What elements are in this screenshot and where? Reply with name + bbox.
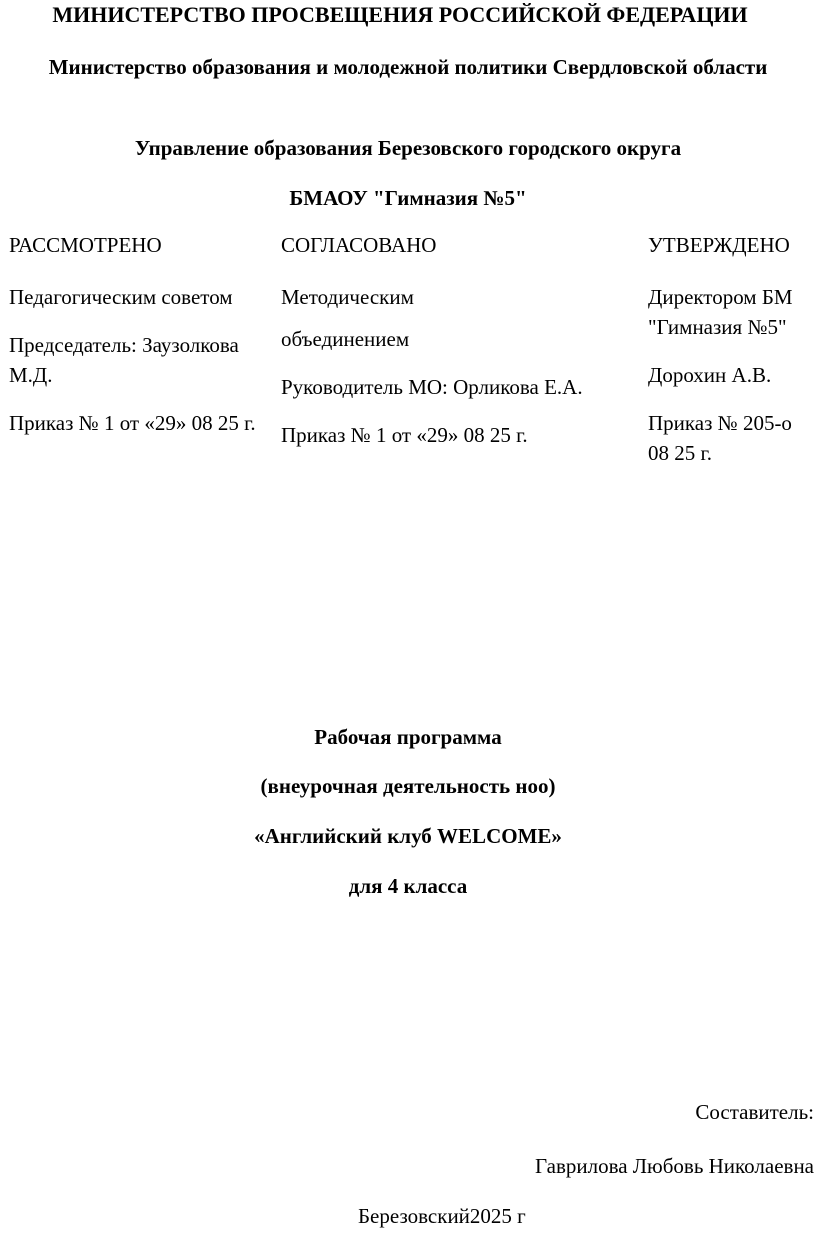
reviewed-chair: Председатель: Заузолкова М.Д.	[9, 333, 239, 387]
program-name: «Английский клуб WELCOME»	[254, 824, 562, 848]
agreed-title: СОГЛАСОВАНО	[281, 233, 437, 257]
program-subtitle: (внеурочная деятельность ноо)	[260, 774, 556, 798]
school-name-heading: БМАОУ "Гимназия №5"	[289, 186, 527, 210]
ministry-heading: МИНИСТЕРСТВО ПРОСВЕЩЕНИЯ РОССИЙСКОЙ ФЕДЕРАЦИИ	[52, 2, 748, 27]
city-education-admin-heading: Управление образования Березовского городского округа	[134, 136, 682, 160]
program-title: Рабочая программа	[314, 725, 502, 749]
regional-ministry-heading: Министерство образования и молодежной политики Свердловской области	[48, 55, 768, 79]
approved-director: Дорохин А.В.	[648, 363, 772, 387]
approved-order-line2: 08 25 г.	[648, 441, 712, 465]
approved-order-line1: Приказ № 205-о	[648, 411, 792, 435]
author-name: Гаврилова Любовь Николаевна	[535, 1154, 814, 1178]
reviewed-order: Приказ № 1 от «29» 08 25 г.	[9, 411, 256, 435]
approval-column-approved	[648, 230, 816, 486]
program-grade: для 4 класса	[348, 874, 468, 898]
approved-body-line1: Директором БМ	[648, 285, 793, 309]
author-label: Составитель:	[695, 1100, 814, 1124]
agreed-head: Руководитель МО: Орликова Е.А.	[281, 375, 583, 399]
agreed-body-line1: Методическим	[281, 285, 414, 309]
approved-title: УТВЕРЖДЕНО	[648, 233, 790, 257]
reviewed-body: Педагогическим советом	[9, 285, 233, 309]
footer-city-year: Березовский2025 г	[358, 1204, 526, 1228]
approved-body-line2: "Гимназия №5"	[648, 315, 787, 339]
reviewed-title: РАССМОТРЕНО	[9, 233, 162, 257]
agreed-body-line2: объединением	[281, 327, 410, 351]
agreed-order: Приказ № 1 от «29» 08 25 г.	[281, 423, 528, 447]
approval-column-agreed	[281, 230, 601, 468]
approval-column-reviewed	[9, 230, 259, 456]
